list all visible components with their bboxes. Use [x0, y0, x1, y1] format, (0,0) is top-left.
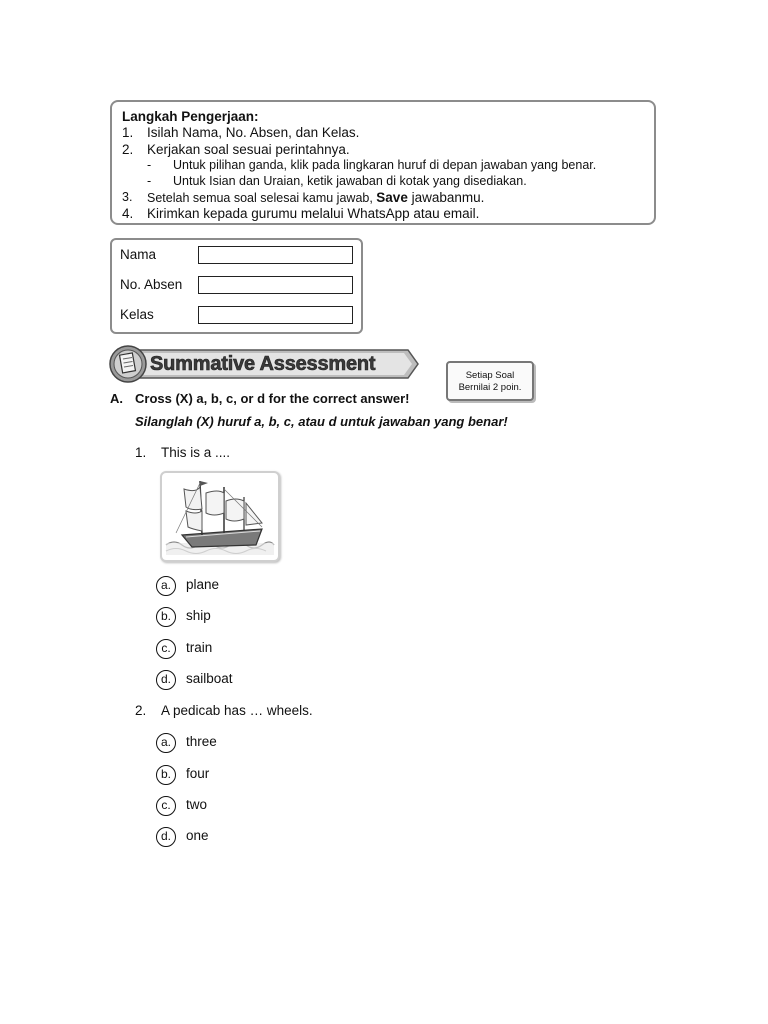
instructions-heading: Langkah Pengerjaan: [122, 109, 259, 124]
step-text-part: jawabanmu. [407, 190, 485, 205]
absen-field[interactable] [198, 276, 353, 294]
substep-text: Untuk pilihan ganda, klik pada lingkaran huruf di depan jawaban yang benar. [173, 158, 597, 172]
option-b-circle[interactable]: b. [156, 607, 176, 627]
step-text-part: Setelah semua soal selesai kamu jawab, [147, 191, 377, 205]
step-number: 4. [122, 206, 134, 221]
option-text: four [186, 766, 210, 781]
option-b-circle[interactable]: b. [156, 765, 176, 785]
option-c-circle[interactable]: c. [156, 796, 176, 816]
notebook-icon [108, 344, 148, 384]
points-badge [446, 361, 534, 401]
name-field[interactable] [198, 246, 353, 264]
step-text: Kerjakan soal sesuai perintahnya. [147, 142, 350, 157]
badge-line: Setiap Soal [465, 370, 515, 381]
question-number: 1. [135, 445, 147, 460]
option-text: one [186, 828, 209, 843]
option-text: plane [186, 577, 220, 592]
section-title: Cross (X) a, b, c, or d for the correct answer! [135, 391, 410, 406]
absen-label: No. Absen [120, 277, 183, 292]
badge-line: Bernilai 2 poin. [458, 382, 522, 393]
substep-text: Untuk Isian dan Uraian, ketik jawaban di kotak yang disediakan. [173, 174, 527, 188]
step-text: Isilah Nama, No. Absen, dan Kelas. [147, 125, 360, 140]
section-letter: A. [110, 391, 123, 406]
substep-dash: - [147, 158, 152, 172]
question-text: This is a .... [161, 445, 231, 460]
option-text: ship [186, 608, 211, 623]
step-number: 3. [122, 190, 133, 204]
instructions-box [110, 100, 656, 225]
kelas-field[interactable] [198, 306, 353, 324]
option-text: sailboat [186, 671, 233, 686]
option-text: three [186, 734, 217, 749]
kelas-label: Kelas [120, 307, 154, 322]
summative-banner [108, 344, 420, 384]
option-d-circle[interactable]: d. [156, 827, 176, 847]
step-number: 2. [122, 142, 134, 157]
question-text: A pedicab has … wheels. [161, 703, 313, 718]
name-label: Nama [120, 247, 157, 262]
sailing-ship-image [160, 471, 280, 562]
option-a-circle[interactable]: a. [156, 576, 176, 596]
substep-dash: - [147, 174, 152, 188]
step-text: Kirimkan kepada gurumu melalui WhatsApp atau email. [147, 206, 480, 221]
option-text: train [186, 640, 213, 655]
option-d-circle[interactable]: d. [156, 670, 176, 690]
identity-box [110, 238, 363, 334]
option-text: two [186, 797, 208, 812]
step-number: 1. [122, 125, 134, 140]
banner-title: Summative Assessment [150, 353, 376, 375]
step-text [147, 190, 484, 205]
step-text-bold: Save [376, 190, 408, 205]
ship-drawing [162, 473, 278, 560]
question-number: 2. [135, 703, 147, 718]
option-a-circle[interactable]: a. [156, 733, 176, 753]
section-subtitle: Silanglah (X) huruf a, b, c, atau d untuk jawaban yang benar! [135, 414, 508, 429]
option-c-circle[interactable]: c. [156, 639, 176, 659]
